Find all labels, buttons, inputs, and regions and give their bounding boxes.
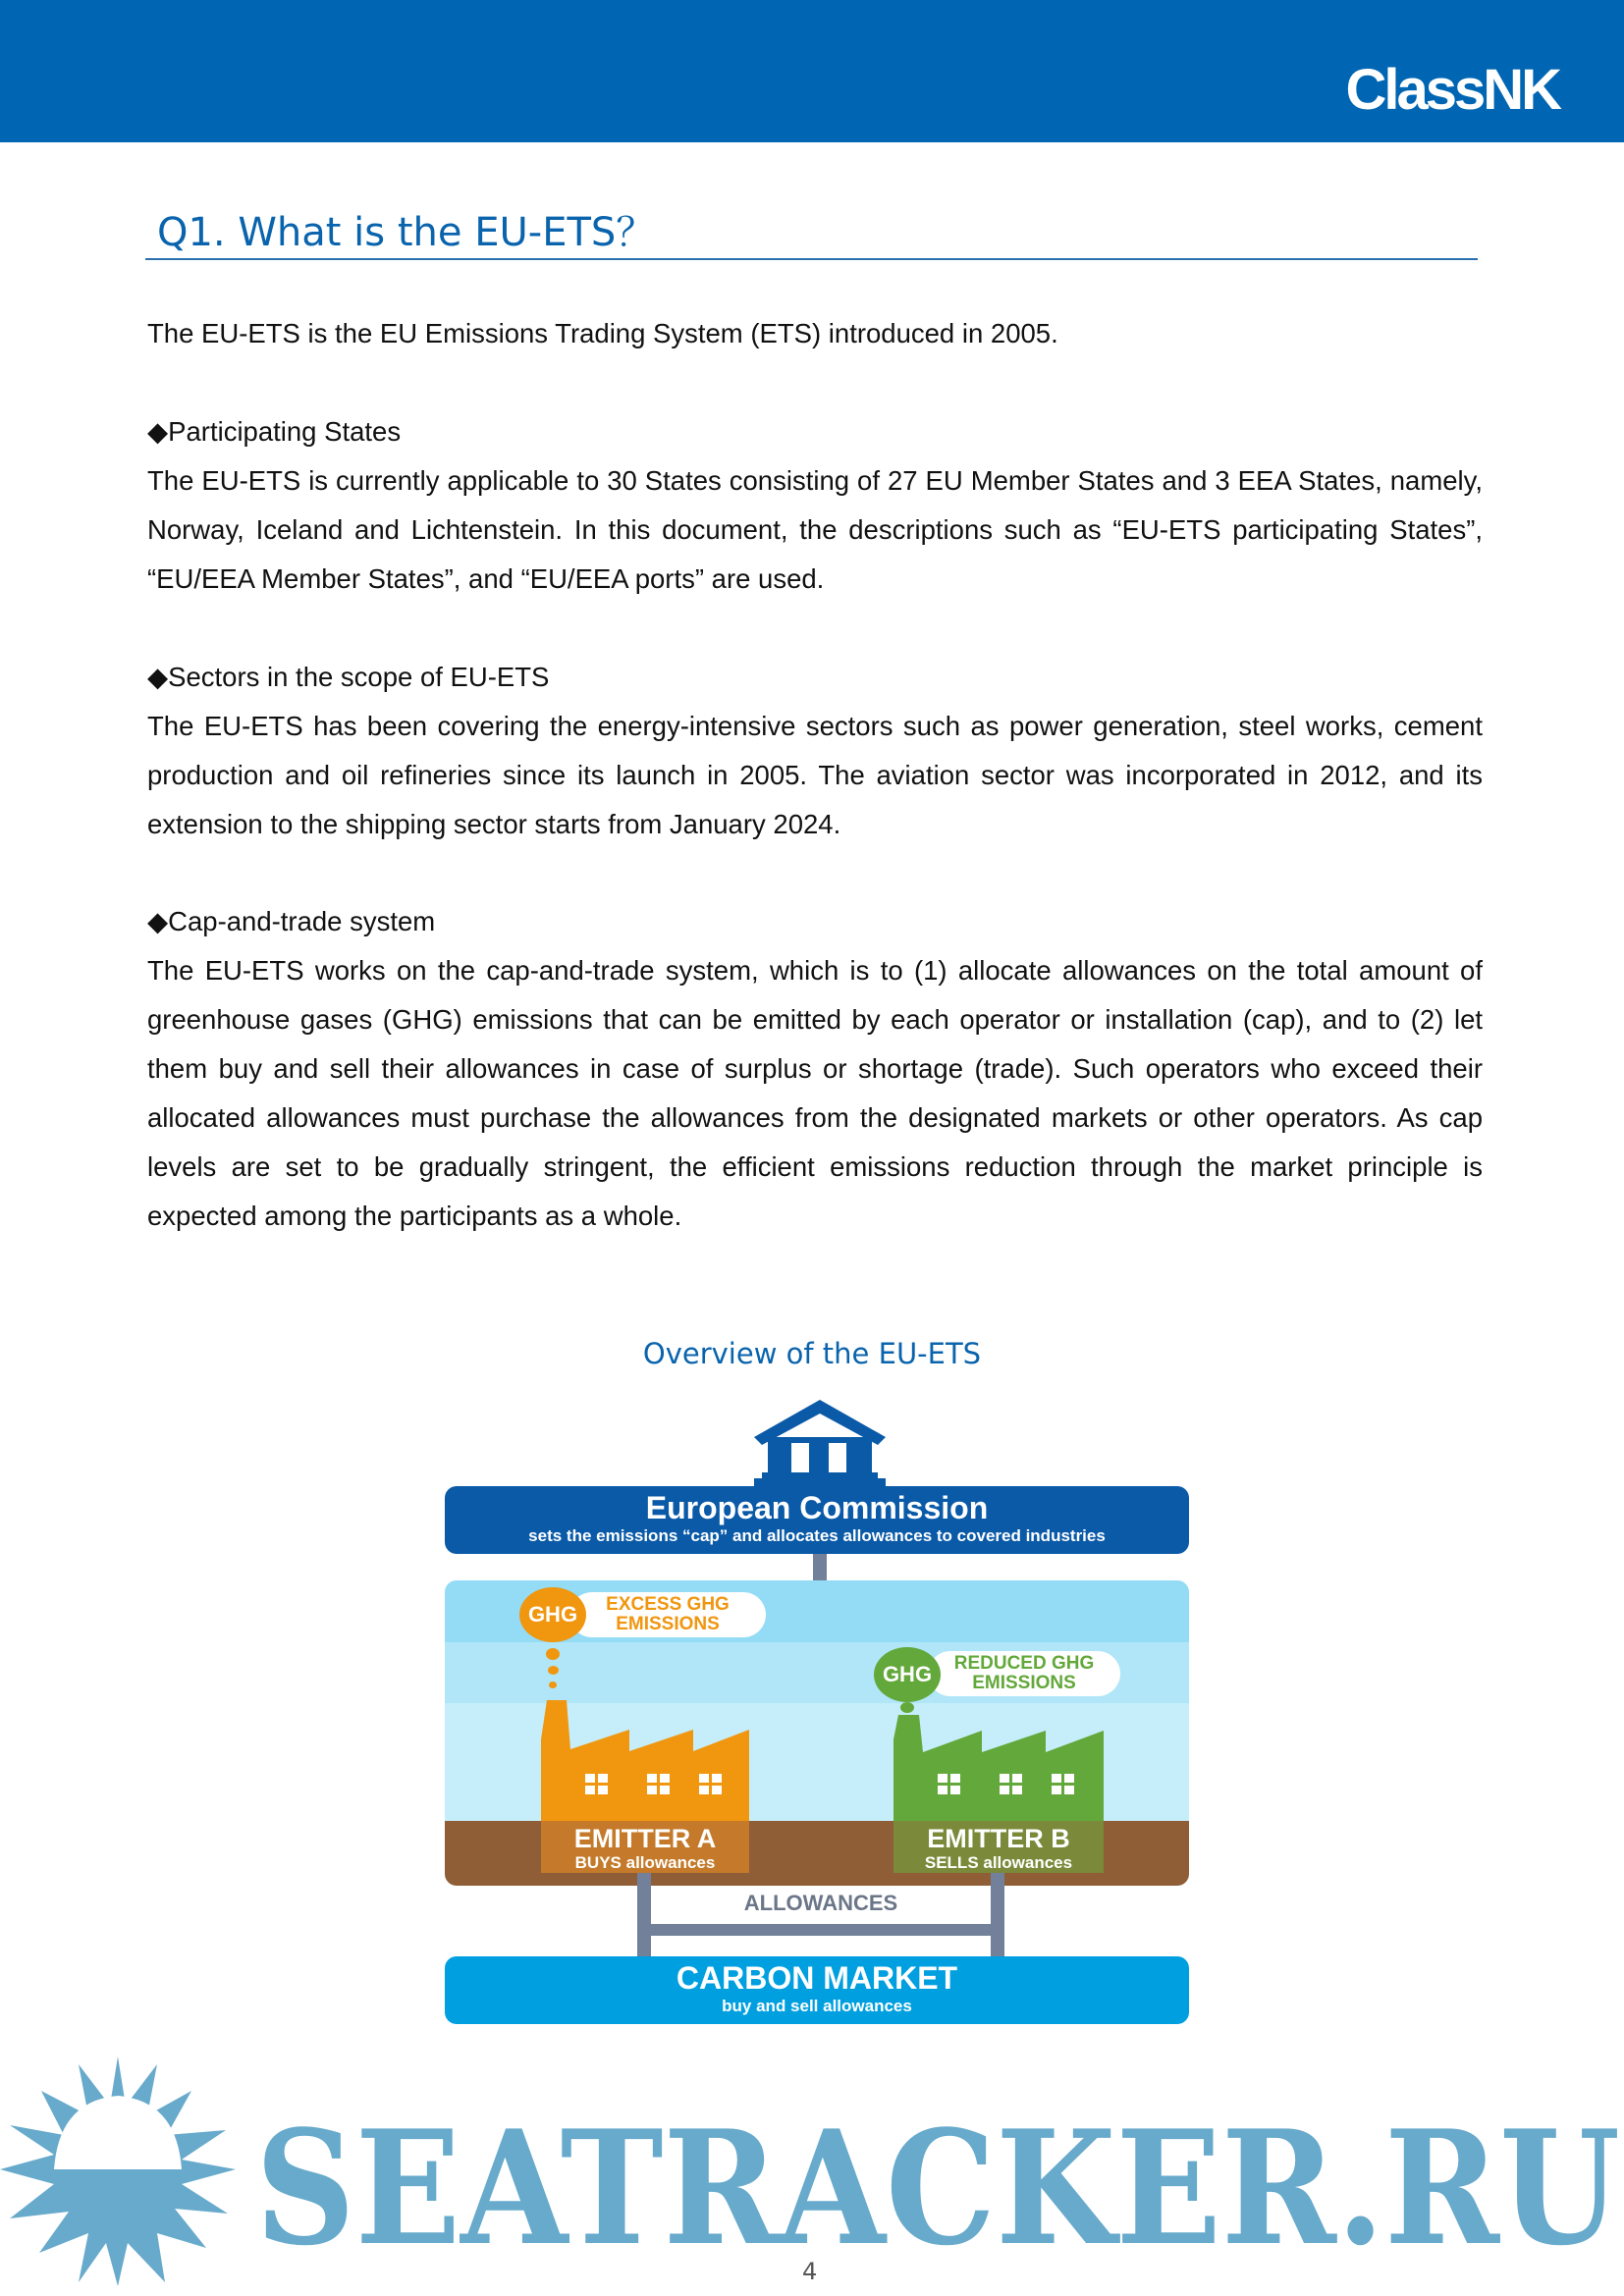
market-desc: buy and sell allowances — [722, 1997, 912, 2015]
allowance-connector-bar — [644, 1924, 998, 1936]
carbon-market-box — [445, 1956, 1189, 2024]
section-heading: ◆Participating States — [147, 416, 402, 447]
ghg-cloud-icon: GHG — [519, 1587, 586, 1642]
section-heading: ◆Cap-and-trade system — [147, 906, 436, 936]
smoke-dot — [549, 1682, 557, 1688]
smoke-dot — [548, 1666, 559, 1675]
connector-line — [813, 1554, 827, 1581]
section-cap-and-trade — [147, 897, 1483, 1241]
section-body: The EU-ETS works on the cap-and-trade system, which is to (1) allocate allowances on the total amount of greenhouse gases (GHG) emissions that can be emitted by each operator or installation (cap), and to (2) let them buy and sell their allowances in case of surplus or shortage (trade). Such operators who exceed their allocated allowances must purchase the allowances from the designated markets or other operators. As cap levels are set to be gradually stringent, the efficient emissions reduction through the market principle is expected among the participants as a whole. — [147, 955, 1483, 1231]
section-heading: ◆Sectors in the scope of EU-ETS — [147, 662, 550, 692]
emitter-action: SELLS allowances — [924, 1853, 1073, 1872]
commission-name: European Commission — [645, 1490, 989, 1525]
ghg-cloud-icon: GHG — [874, 1647, 941, 1702]
commission-desc: sets the emissions “cap” and allocates allowances to covered industries — [528, 1526, 1106, 1545]
bubble-line: EXCESS GHG — [606, 1594, 730, 1615]
smoke-dot — [546, 1648, 560, 1660]
allowances-label: ALLOWANCES — [743, 1891, 898, 1915]
government-building-icon — [754, 1400, 886, 1488]
emitter-action: BUYS allowances — [574, 1853, 716, 1872]
bubble-line: EMISSIONS — [616, 1614, 720, 1634]
seatracker-watermark — [0, 2047, 1624, 2286]
emitter-a-label — [541, 1824, 749, 1873]
page-title: Q1. What is the EU-ETS？ — [157, 210, 656, 255]
page-number: 4 — [802, 2258, 818, 2285]
section-participating-states — [147, 407, 1483, 604]
emitter-b-label — [893, 1824, 1104, 1873]
section-sectors — [147, 653, 1483, 849]
classnk-logo: ClassNK — [1345, 58, 1559, 122]
european-commission-box — [445, 1486, 1189, 1554]
bubble-line: REDUCED GHG — [953, 1653, 1095, 1674]
watermark-text: SEATRACKER.RU — [255, 2096, 1620, 2280]
reduced-ghg-bubble — [928, 1651, 1120, 1696]
excess-ghg-bubble — [569, 1592, 766, 1637]
intro-paragraph: The EU-ETS is the EU Emissions Trading System (ETS) introduced in 2005. — [147, 318, 1058, 348]
title-divider — [145, 258, 1478, 260]
section-body: The EU-ETS is currently applicable to 30 States consisting of 27 EU Member States and 3 EEA States, namely, Norway, Iceland and Lichtenstein. In this document, the descriptions such as “EU-ETS participating States”, “EU/EEA Member States”, and “EU/EEA ports” are used. — [147, 465, 1483, 594]
emitter-name: EMITTER A — [573, 1824, 717, 1853]
section-body: The EU-ETS has been covering the energy-intensive sectors such as power generation, steel works, cement production and oil refineries since its launch in 2005. The aviation sector was incorporated in 2012, and its extension to the shipping sector starts from January 2024. — [147, 711, 1483, 839]
market-name: CARBON MARKET — [676, 1960, 958, 1996]
bubble-line: EMISSIONS — [972, 1673, 1076, 1693]
diagram-title: Overview of the EU-ETS — [642, 1337, 982, 1370]
page-header — [0, 0, 1624, 142]
smoke-dot — [900, 1702, 914, 1713]
emitter-name: EMITTER B — [927, 1824, 1070, 1853]
sun-icon — [0, 2056, 236, 2286]
